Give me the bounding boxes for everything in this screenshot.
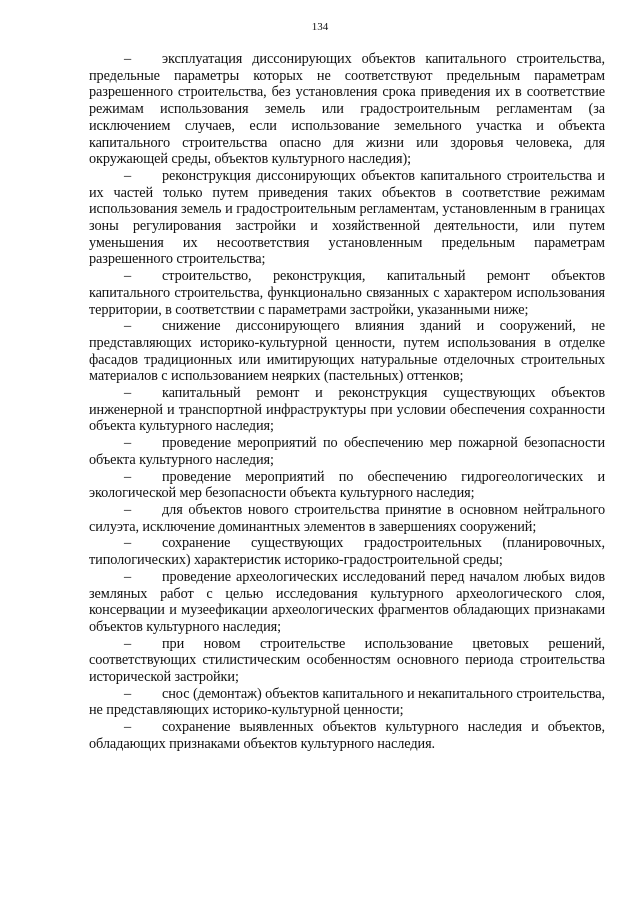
dash-marker: – xyxy=(124,268,132,285)
dash-marker: – xyxy=(124,635,132,652)
list-item xyxy=(89,569,605,636)
list-item xyxy=(89,268,605,318)
list-item-text: для объектов нового строительства принятие в основном нейтрального силуэта, исключение доминантных элементов в завершениях сооружений; xyxy=(89,501,605,535)
list-item-text: капитальный ремонт и реконструкция существующих объектов инженерной и транспортной инфраструктуры при условии обеспечения сохранности объекта культурного наследия; xyxy=(89,385,605,435)
list-item xyxy=(89,686,605,719)
page-number: 134 xyxy=(311,21,329,33)
dash-marker: – xyxy=(124,568,132,585)
list-item xyxy=(89,719,605,752)
list-item xyxy=(89,51,605,168)
list-item-text: реконструкция диссонирующих объектов капитального строительства и их частей только путем приведения таких объектов в соответствие режимам использования земель и градостроительным регламентам, установленным в границах зоны регулирования застройки и хозяйственной деятельности, или путем уменьшения их несоответствия установленным предельным параметрам разрешенного строительства; xyxy=(89,167,605,268)
list-item-text: снос (демонтаж) объектов капитального и некапитального строительства, не представляющих историко-культурной ценности; xyxy=(89,685,605,719)
dash-marker: – xyxy=(124,501,132,518)
dash-marker: – xyxy=(124,435,132,452)
list-item-text: проведение мероприятий по обеспечению гидрогеологических и экологической мер безопасности объекта культурного наследия; xyxy=(89,468,605,502)
list-item-text: проведение археологических исследований перед началом любых видов земляных работ с целью исследования культурного археологического слоя, консервации и музеефикации археологических фрагментов обладающих признаками объектов культурного наследия; xyxy=(89,568,605,635)
list-item-text: при новом строительстве использование цветовых решений, соответствующих стилистическим особенностям основного периода строительства исторической застройки; xyxy=(89,635,605,686)
list-item xyxy=(89,385,605,435)
dash-marker: – xyxy=(124,719,132,736)
list-item-text: сохранение существующих градостроительных (планировочных, типологических) характеристик историко-градостроительной среды; xyxy=(89,535,605,569)
list-item-text: эксплуатация диссонирующих объектов капитального строительства, предельные параметры которых не соответствуют предельным параметрам разрешенного строительства, без установления срока приведения их в соответствие режимам использования земель или градостроительным регламентам (за исключением случаев, если использование земельного участка и объекта капитального строительства опасно для жизни или здоровья человека, для окружающей среды, объектов культурного наследия); xyxy=(89,51,605,168)
list-item xyxy=(89,168,605,268)
list-item xyxy=(89,502,605,535)
dash-marker: – xyxy=(124,535,132,552)
list-item-text: строительство, реконструкция, капитальный ремонт объектов капитального строительства, функционально связанных с характером использования территории, в соответствии с параметрами застройки, указанными ниже; xyxy=(89,268,605,318)
document-body xyxy=(89,51,605,753)
list-item xyxy=(89,435,605,468)
list-item-text: проведение мероприятий по обеспечению мер пожарной безопасности объекта культурного наследия; xyxy=(89,435,605,468)
list-item xyxy=(89,469,605,502)
dash-marker: – xyxy=(124,318,132,335)
dash-marker: – xyxy=(124,167,132,184)
list-item xyxy=(89,318,605,385)
dash-marker: – xyxy=(124,51,132,67)
list-item xyxy=(89,535,605,568)
list-item xyxy=(89,636,605,686)
dash-marker: – xyxy=(124,685,132,702)
dash-marker: – xyxy=(124,385,132,402)
list-item-text: сохранение выявленных объектов культурного наследия и объектов, обладающих признаками объектов культурного наследия. xyxy=(89,719,605,752)
list-item-text: снижение диссонирующего влияния зданий и сооружений, не представляющих историко-культурной ценности, путем использования в отделке фасадов традиционных или имитирующих натуральные отделочных строительных материалов с использованием неярких (пастельных) оттенков; xyxy=(89,318,605,385)
dash-marker: – xyxy=(124,468,132,485)
